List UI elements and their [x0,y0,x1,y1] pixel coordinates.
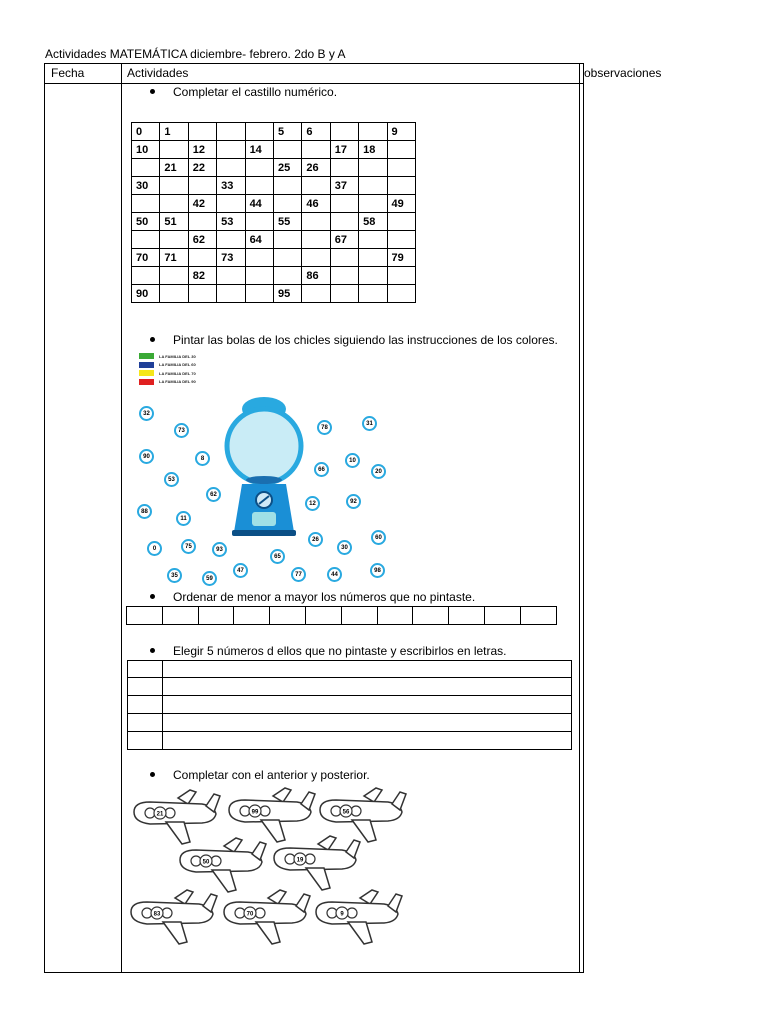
gumball[interactable]: 92 [346,494,361,509]
castle-cell[interactable] [217,285,245,303]
castle-cell: 26 [302,159,330,177]
castle-cell[interactable] [359,177,387,195]
castle-row [132,177,416,195]
castle-cell: 79 [387,249,415,267]
answer-cell[interactable] [341,606,378,625]
castle-cell[interactable] [387,285,415,303]
castle-cell: 64 [245,231,273,249]
gumball[interactable]: 78 [317,420,332,435]
answer-cell[interactable] [198,606,235,625]
gumball[interactable]: 30 [337,540,352,555]
castle-cell[interactable] [188,213,216,231]
castle-cell[interactable] [245,267,273,285]
color-legend [139,352,196,386]
answer-cell[interactable] [520,606,557,625]
castle-cell: 9 [387,123,415,141]
castle-cell: 6 [302,123,330,141]
answer-cell[interactable] [448,606,485,625]
airplane-icon [270,834,362,892]
legend-label: LA FAMILIA DEL 30 [159,353,196,359]
answer-cell[interactable] [377,606,414,625]
castle-cell: 1 [160,123,188,141]
castle-cell[interactable] [132,267,160,285]
castle-cell[interactable] [302,141,330,159]
castle-cell[interactable] [160,195,188,213]
gumball[interactable]: 32 [139,406,154,421]
castle-cell[interactable] [302,177,330,195]
castle-cell: 53 [217,213,245,231]
header-divider [45,83,583,84]
gumball[interactable]: 35 [167,568,182,583]
castle-cell[interactable] [160,231,188,249]
gumball[interactable]: 88 [137,504,152,519]
castle-cell[interactable] [273,231,301,249]
castle-cell[interactable] [359,267,387,285]
castle-cell[interactable] [188,177,216,195]
gumball[interactable]: 26 [308,532,323,547]
castle-cell: 44 [245,195,273,213]
castle-cell[interactable] [273,195,301,213]
castle-cell: 70 [132,249,160,267]
gumball[interactable]: 47 [233,563,248,578]
activity-3: Ordenar de menor a mayor los números que no pintaste. [150,590,475,604]
castle-cell: 5 [273,123,301,141]
castle-cell: 12 [188,141,216,159]
gumball[interactable]: 77 [291,567,306,582]
castle-cell[interactable] [217,159,245,177]
activity-1: Completar el castillo numérico. [150,85,337,99]
castle-cell[interactable] [359,285,387,303]
castle-cell[interactable] [330,159,358,177]
castle-cell: 22 [188,159,216,177]
castle-cell[interactable] [359,195,387,213]
gumball[interactable]: 66 [314,462,329,477]
castle-cell: 17 [330,141,358,159]
airplane-icon [127,888,219,946]
answer-cell[interactable] [269,606,306,625]
gumball[interactable]: 8 [195,451,210,466]
airplane-number: 70 [246,911,254,918]
gumball[interactable]: 98 [370,563,385,578]
castle-cell[interactable] [330,267,358,285]
castle-row [132,195,416,213]
castle-cell[interactable] [330,195,358,213]
castle-cell[interactable] [160,285,188,303]
castle-cell[interactable] [217,195,245,213]
castle-cell: 42 [188,195,216,213]
castle-cell[interactable] [273,267,301,285]
castle-cell: 95 [273,285,301,303]
answer-cell[interactable] [484,606,521,625]
gumball[interactable]: 53 [164,472,179,487]
castle-cell[interactable] [302,231,330,249]
castle-cell[interactable] [330,285,358,303]
answer-cell[interactable] [305,606,342,625]
airplane-icon [220,888,312,946]
airplane-number: 50 [202,859,210,866]
answer-cell[interactable] [162,606,199,625]
castle-cell[interactable] [188,285,216,303]
castle-cell[interactable] [160,141,188,159]
gumball[interactable]: 65 [270,549,285,564]
header-actividades: Actividades [127,66,189,80]
castle-cell[interactable] [217,231,245,249]
castle-row [132,213,416,231]
castle-cell: 14 [245,141,273,159]
airplane-number: 99 [251,809,259,816]
castle-cell: 33 [217,177,245,195]
castle-row [132,249,416,267]
castle-cell[interactable] [245,249,273,267]
castle-cell: 10 [132,141,160,159]
castle-cell[interactable] [302,213,330,231]
legend-label: LA FAMILIA DEL 60 [159,362,196,368]
castle-cell[interactable] [217,141,245,159]
castle-cell[interactable] [359,249,387,267]
castle-cell: 18 [359,141,387,159]
castle-cell[interactable] [160,177,188,195]
castle-cell: 90 [132,285,160,303]
gumball-machine-icon [224,396,304,538]
castle-cell[interactable] [330,249,358,267]
castle-cell[interactable] [273,249,301,267]
gumball[interactable]: 90 [139,449,154,464]
castle-cell[interactable] [387,267,415,285]
castle-cell[interactable] [245,123,273,141]
gumball[interactable]: 60 [371,530,386,545]
castle-cell: 37 [330,177,358,195]
castle-row [132,141,416,159]
airplane-number: 9 [340,911,344,918]
castle-cell: 50 [132,213,160,231]
ordering-grid [127,606,557,625]
castle-cell[interactable] [217,123,245,141]
castle-cell: 51 [160,213,188,231]
airplane-number: 21 [156,811,164,818]
castle-cell: 58 [359,213,387,231]
answer-cell[interactable] [126,606,163,625]
gumball[interactable]: 0 [147,541,162,556]
column-divider [121,64,122,972]
castle-cell[interactable] [302,285,330,303]
castle-cell[interactable] [387,231,415,249]
castle-cell[interactable] [387,177,415,195]
castle-cell[interactable] [359,231,387,249]
gumball[interactable]: 10 [345,453,360,468]
gumball[interactable]: 31 [362,416,377,431]
castle-row [132,159,416,177]
castle-cell[interactable] [359,159,387,177]
castle-cell: 82 [188,267,216,285]
castle-cell[interactable] [217,267,245,285]
castle-cell: 0 [132,123,160,141]
castle-cell[interactable] [245,177,273,195]
answer-cell[interactable] [233,606,270,625]
document-title: Actividades MATEMÁTICA diciembre- febrero. 2do B y A [45,47,346,61]
castle-cell: 49 [387,195,415,213]
gumball[interactable]: 62 [206,487,221,502]
castle-cell[interactable] [132,195,160,213]
castle-row [132,285,416,303]
activity-5: Completar con el anterior y posterior. [150,768,370,782]
castle-cell[interactable] [330,123,358,141]
gumball[interactable]: 73 [174,423,189,438]
castle-cell[interactable] [273,177,301,195]
gumball[interactable]: 75 [181,539,196,554]
castle-cell: 71 [160,249,188,267]
castle-cell: 21 [160,159,188,177]
castle-cell: 73 [217,249,245,267]
castle-cell[interactable] [188,249,216,267]
castle-row [132,231,416,249]
activity-2: Pintar las bolas de los chicles siguiendo las instrucciones de los colores. [150,333,558,347]
castle-cell[interactable] [245,213,273,231]
castle-cell: 67 [330,231,358,249]
castle-cell: 55 [273,213,301,231]
airplane-number: 19 [296,857,304,864]
writing-table [127,660,572,750]
airplane-icon [176,836,268,894]
column-divider [579,64,580,972]
gumball[interactable]: 44 [327,567,342,582]
castle-cell: 30 [132,177,160,195]
castle-cell[interactable] [273,141,301,159]
castle-row [132,267,416,285]
castle-cell[interactable] [188,123,216,141]
castle-cell[interactable] [359,123,387,141]
header-fecha: Fecha [51,66,85,80]
castle-cell: 46 [302,195,330,213]
gumball[interactable]: 93 [212,542,227,557]
gumball[interactable]: 12 [305,496,320,511]
gumball[interactable]: 59 [202,571,217,586]
castle-cell[interactable] [387,141,415,159]
legend-label: LA FAMILIA DEL 70 [159,370,196,376]
activity-4: Elegir 5 números d ellos que no pintaste y escribirlos en letras. [150,644,507,658]
number-castle [131,122,416,303]
answer-cell[interactable] [412,606,449,625]
castle-cell: 86 [302,267,330,285]
airplane-number: 56 [342,809,350,816]
castle-cell: 25 [273,159,301,177]
gumball[interactable]: 11 [176,511,191,526]
castle-cell[interactable] [245,285,273,303]
airplane-icon [312,888,404,946]
castle-cell[interactable] [160,267,188,285]
gumball[interactable]: 20 [371,464,386,479]
castle-cell[interactable] [330,213,358,231]
castle-cell[interactable] [387,159,415,177]
castle-cell[interactable] [132,159,160,177]
castle-row [132,123,416,141]
castle-cell[interactable] [387,213,415,231]
legend-label: LA FAMILIA DEL 90 [159,379,196,385]
header-observaciones: observaciones [584,66,662,80]
castle-cell[interactable] [245,159,273,177]
castle-cell: 62 [188,231,216,249]
castle-cell[interactable] [302,249,330,267]
castle-cell[interactable] [132,231,160,249]
airplane-number: 83 [153,911,161,918]
